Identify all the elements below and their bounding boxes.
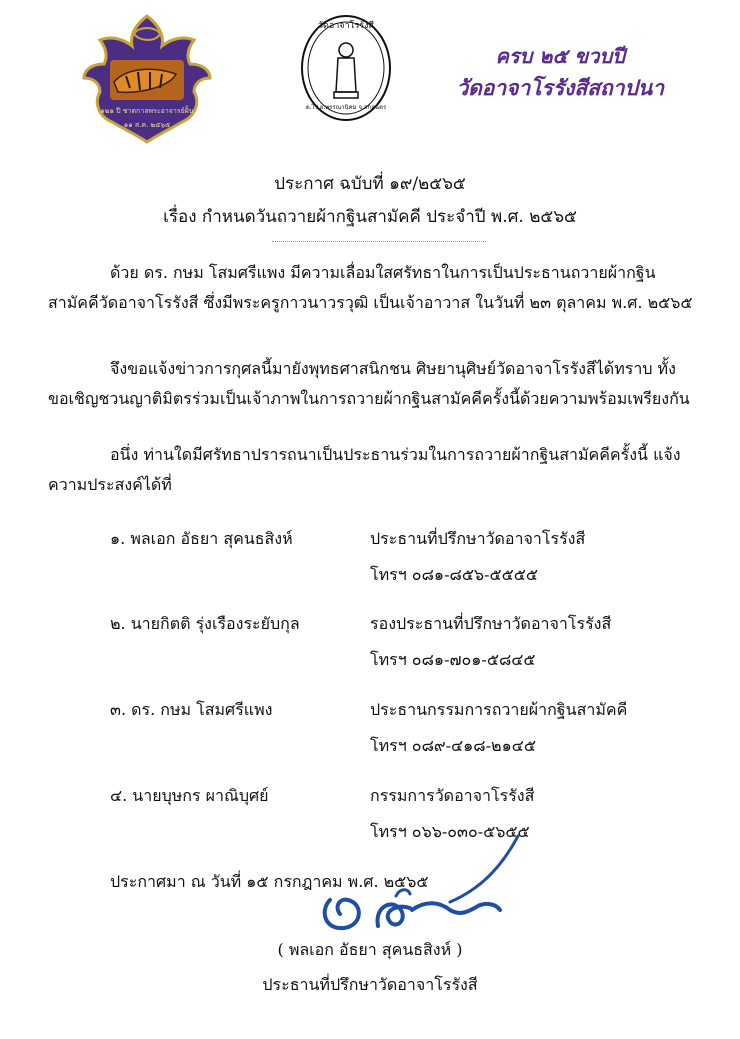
contact-name: ๔. นายบุษกร ผาณิบุศย์ bbox=[110, 786, 269, 805]
temple-anniversary-logo bbox=[82, 12, 212, 144]
contact-role: ประธานกรรมการถวายผ้ากฐินสามัคคี bbox=[370, 700, 628, 719]
contact-role: รองประธานที่ปรึกษาวัดอาจาโรรังสี bbox=[370, 614, 612, 633]
contact-role: ประธานที่ปรึกษาวัดอาจาโรรังสี bbox=[370, 529, 586, 548]
temple-seal bbox=[300, 14, 392, 122]
seal-text-top: วัดอาจาโรรังสี bbox=[317, 21, 375, 31]
anniversary-line-1: ครบ ๒๕ ขวบปี bbox=[495, 44, 625, 68]
title-divider bbox=[272, 241, 486, 242]
signer-position: ประธานที่ปรึกษาวัดอาจาโรรังสี bbox=[262, 975, 478, 994]
contact-name: ๓. ดร. กษม โสมศรีแพง bbox=[110, 700, 273, 719]
seal-text-bottom: ต.ไร่ อ.พรรณานิคม จ.สกลนคร bbox=[305, 104, 387, 111]
paragraph-2: จึงขอแจ้งข่าวการกุศลนี้มายังพุทธศาสนิกชน ศิษยานุศิษย์วัดอาจาโรรังสีได้ทราบ ทั้งขอเชิญชวนญาติมิตรร่วมเป็นเจ้าภาพในการถวายผ้ากฐินสามัคคีครั้งนี้ด้วยความพร้อมเพรียงกัน bbox=[48, 359, 690, 408]
contact-phone: โทรฯ ๐๘๑-๗๐๑-๕๘๔๕ bbox=[370, 650, 536, 669]
announcement-date: ประกาศมา ณ วันที่ ๑๕ กรกฎาคม พ.ศ. ๒๕๖๕ bbox=[110, 872, 429, 891]
logo-caption-2: ๑๑ ส.ค. ๒๕๖๕ bbox=[123, 121, 171, 129]
contact-name: ๑. พลเอก อัธยา สุคนธสิงห์ bbox=[110, 529, 293, 548]
paragraph-3: อนึ่ง ท่านใดมีศรัทธาปรารถนาเป็นประธานร่วมในการถวายผ้ากฐินสามัคคีครั้งนี้ แจ้งความประสงค์ได้ที่ bbox=[48, 445, 681, 494]
contact-phone: โทรฯ ๐๖๖-๐๓๐-๕๖๕๕ bbox=[370, 822, 530, 841]
contact-role: กรรมการวัดอาจาโรรังสี bbox=[370, 786, 535, 805]
signer-name: ( พลเอก อัธยา สุคนธสิงห์ ) bbox=[277, 940, 463, 959]
handwritten-signature bbox=[300, 830, 530, 950]
announcement-number: ประกาศ ฉบับที่ ๑๙/๒๕๖๕ bbox=[274, 174, 466, 194]
anniversary-heading bbox=[456, 40, 664, 104]
anniversary-line-2: วัดอาจาโรรังสีสถาปนา bbox=[456, 76, 664, 100]
paragraph-1: ด้วย ดร. กษม โสมศรีแพง มีความเลื่อมใสศรัทธาในการเป็นประธานถวายผ้ากฐินสามัคคีวัดอาจาโรรังสี ซึ่งมีพระครูกาวนาวรวุฒิ เป็นเจ้าอาวาส ในวันที่ ๒๓ ตุลาคม พ.ศ. ๒๕๖๕ bbox=[48, 263, 693, 312]
logo-caption-1: ๑๒๑ ปี ชาตกาลพระอาจารย์ฝั้น bbox=[100, 107, 194, 115]
announcement-subject: เรื่อง กำหนดวันถวายผ้ากฐินสามัคคี ประจำปี พ.ศ. ๒๕๖๕ bbox=[163, 207, 577, 227]
contact-name: ๒. นายกิตติ รุ่งเรืองระยับกุล bbox=[110, 614, 300, 633]
contact-phone: โทรฯ ๐๘๙-๔๑๘-๒๑๔๕ bbox=[370, 736, 536, 755]
contact-phone: โทรฯ ๐๘๑-๘๕๖-๕๕๕๕ bbox=[370, 565, 538, 584]
